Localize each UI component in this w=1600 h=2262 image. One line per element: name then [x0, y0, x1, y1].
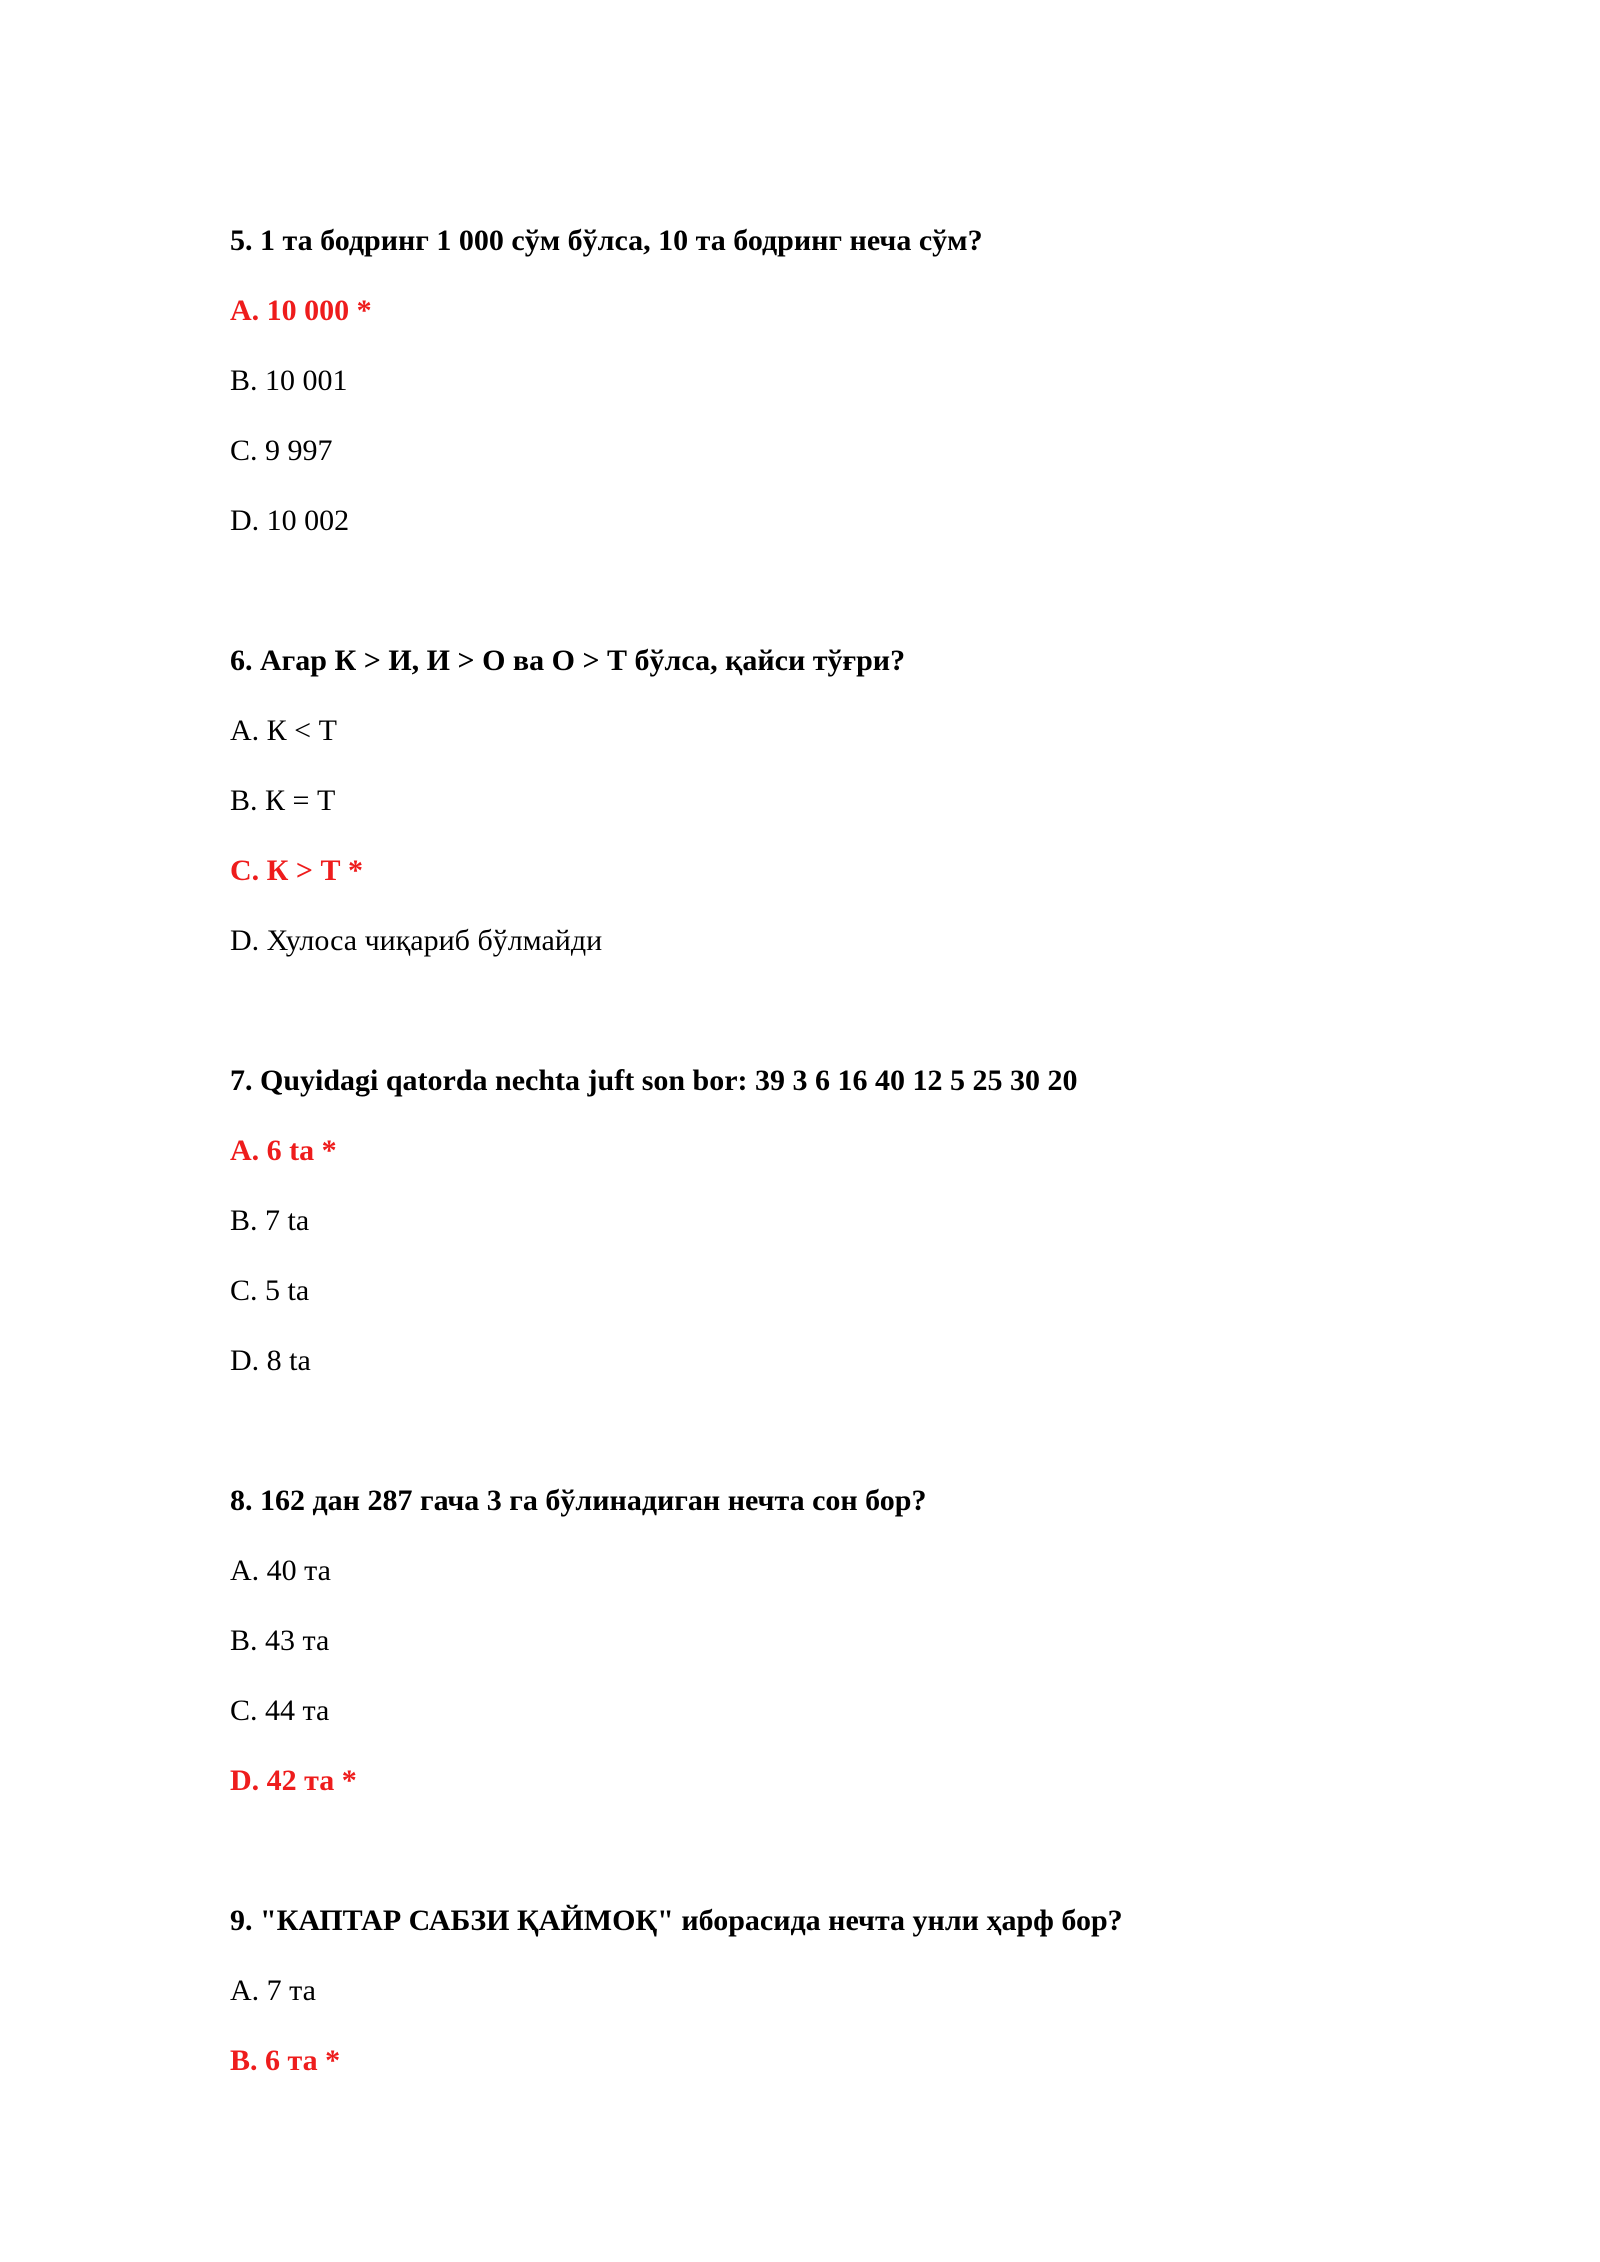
question-8-text: 8. 162 дан 287 гача 3 га бўлинадиган нечта сон бор?: [230, 1484, 927, 1517]
question-8-option-d-correct: D. 42 та *: [230, 1764, 357, 1797]
question-6-option-b: B. К = Т: [230, 784, 336, 817]
question-6-text: 6. Агар К > И, И > О ва О > Т бўлса, қайси тўғри?: [230, 644, 906, 677]
question-7-text: 7. Quyidagi qatorda nechta juft son bor: 39 3 6 16 40 12 5 25 30 20: [230, 1064, 1078, 1097]
question-7-option-a-correct: A. 6 ta *: [230, 1134, 337, 1167]
question-5-option-c: C. 9 997: [230, 434, 333, 467]
question-9-option-a: A. 7 та: [230, 1974, 316, 2007]
question-5-text: 5. 1 та бодринг 1 000 сўм бўлса, 10 та бодринг неча сўм?: [230, 224, 983, 257]
question-7-option-b: B. 7 ta: [230, 1204, 310, 1237]
question-5-option-d: D. 10 002: [230, 504, 350, 537]
question-8-option-b: B. 43 та: [230, 1624, 330, 1657]
question-8-option-c: C. 44 та: [230, 1694, 330, 1727]
question-6-option-a: A. К < Т: [230, 714, 337, 747]
question-7-option-d: D. 8 ta: [230, 1344, 311, 1377]
question-6-option-d: D. Хулоса чиқариб бўлмайди: [230, 924, 603, 957]
question-9-option-b-correct: B. 6 та *: [230, 2044, 341, 2077]
question-8-option-a: A. 40 та: [230, 1554, 331, 1587]
question-5-option-b: B. 10 001: [230, 364, 348, 397]
question-9-text: 9. "КАПТАР САБЗИ ҚАЙМОҚ" иборасида нечта унли ҳарф бор?: [230, 1904, 1123, 1937]
question-6-option-c-correct: C. К > Т *: [230, 854, 364, 887]
question-5-option-a-correct: A. 10 000 *: [230, 294, 372, 327]
question-7-option-c: C. 5 ta: [230, 1274, 310, 1307]
